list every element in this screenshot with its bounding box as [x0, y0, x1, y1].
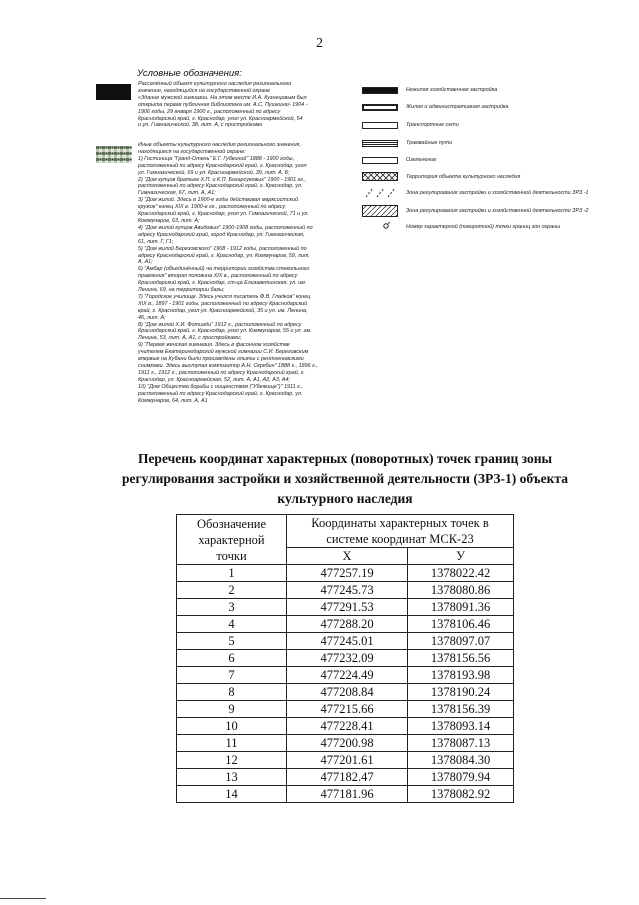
legend-label-nonresidential: Нежилая хозяйственная застройка — [406, 87, 498, 93]
cell-x: 477232.09 — [287, 650, 408, 667]
cell-x: 477208.84 — [287, 684, 408, 701]
legend-label-greenery: Озеленение — [406, 157, 437, 163]
header-point-designation: Обозначение характерной точки — [177, 515, 287, 565]
cell-y: 1378084.30 — [408, 752, 514, 769]
cell-x: 477201.61 — [287, 752, 408, 769]
coordinates-table — [176, 514, 514, 803]
legend-label-residential: Жилая и административная застройка — [406, 104, 509, 110]
legend-swatch-tram — [362, 140, 398, 147]
legend-swatch-zrz1 — [362, 186, 398, 198]
table-row — [177, 684, 514, 701]
legend-swatch-greenery — [362, 157, 398, 164]
legend-swatch-zrz2 — [362, 205, 398, 217]
cell-y: 1378080.86 — [408, 582, 514, 599]
cell-x: 477224.49 — [287, 667, 408, 684]
legend-item-other-objects: Иные объекты культурного наследия регионального значения, находящиеся на государственной охране: 1) Гостиница "Гранд-Отель" Е.Г. Губкиной" 1888 - 1900 годы, расположенный по адресу Краснодарский край, г. Краснодар, угол ул. Гимназической, 69 и ул. Красноармейской, 39, лит. А, Б; 2) "Дом купцов братьев Х.П. и К.П. Богарсуковых" 1900 - 1901 гг., расположенный по адресу Краснодарский край, г. Краснодар, ул. Гимназическая, 67, лит. А, А1; 3) "Дом жилой. Здесь в 1900-е годы действовал марксистский кружок" конец XIX в. 1900-е гг., расположенный по адресу Краснодарский край, г. Краснодар, угол ул. Гимназической, 71 и ул. Коммунаров, 63, лит. А; 4) "Дом жилой купцов Авидовых" 1900-1908 годы, расположенный по адресу Краснодарский край, город Краснодар, ул. Гимназическая, 61, лит. Г, Г1; 5) "Дом жилой Березовского" 1908 - 1912 годы, расположенный по адресу Краснодарский край, г. Краснодар, ул. Коммунаров, 59, лит. А, А1; 6) "Амбар (объединённый) на территории хозяйства стекольного правления" вторая половина XIX в., расположенный по адресу Краснодарский край, г. Краснодар, ст-ца Елизаветинская, ул. им. Ленина, 69, на территории базы; 7) "Городское училище. Здесь учился писатель Ф.В. Гладков" конец XIX в., 1897 - 1901 годы, расположенный по адресу Краснодарский край, г. Краснодар, угол ул. Красноармейской, 35 и ул. им. Ленина, 46, лит. А; 8) "Дом жилой Х.И. Фотиади" 1912 г., расположенный по адресу Краснодарский край, г. Краснодар, угол ул. Коммунаров, 55 и ул. им. Ленина, 53, лит. А, А1, с пристройками; 9) "Первая женская гимназия. Здесь в фасонном хозяйстве учителем Екатеринодарской мужской гимназии С.И. Береговским впервые на Кубани были произведены опыты с рентгеновскими снимками. Здесь выступал композитор А.Н. Скрябин" 1888 г., 1896 г., 1911 г., 1912 г., расположенный по адресу Краснодарский край, г. Краснодар, ул. Красноармейская, 52, лит. А, А1, А2, А3, А4; 10) "Дом Общества борьбы с нищенством ("Убежище")" 1911 г., расположенный по адресу Краснодарский край, г. Краснодар, ул. Коммунаров, 64, лит. А, А1 — [138, 142, 318, 404]
cell-point: 10 — [177, 718, 287, 735]
table-row — [177, 599, 514, 616]
cell-x: 477215.66 — [287, 701, 408, 718]
table-row — [177, 786, 514, 803]
table-row — [177, 735, 514, 752]
table-row — [177, 650, 514, 667]
legend-swatch-other-objects — [96, 146, 132, 163]
cell-point: 12 — [177, 752, 287, 769]
cell-x: 477245.01 — [287, 633, 408, 650]
table-row — [177, 718, 514, 735]
cell-point: 1 — [177, 565, 287, 582]
document-heading: Перечень координат характерных (поворотных) точек границ зоны регулирования застройки и хозяйственной деятельности (ЗРЗ-1) объекта культурного наследия — [122, 451, 568, 506]
legend-swatch-nonresidential — [362, 87, 398, 94]
cell-point: 8 — [177, 684, 287, 701]
legend-label-heritage-territory: Территория объекта культурного наследия — [406, 174, 521, 180]
legend-label-tram: Трамвайные пути — [406, 140, 453, 146]
table-header-row — [177, 515, 514, 532]
cell-point: 13 — [177, 769, 287, 786]
cell-y: 1378106.46 — [408, 616, 514, 633]
legend-swatch-transport — [362, 122, 398, 129]
header-coordinates-group: Координаты характерных точек в — [287, 515, 514, 532]
cell-x: 477257.19 — [287, 565, 408, 582]
cell-point: 4 — [177, 616, 287, 633]
cell-y: 1378190.24 — [408, 684, 514, 701]
cell-y: 1378093.14 — [408, 718, 514, 735]
cell-point: 3 — [177, 599, 287, 616]
cell-x: 477245.73 — [287, 582, 408, 599]
cell-y: 1378022.42 — [408, 565, 514, 582]
point-marker-icon — [381, 221, 391, 231]
table-row — [177, 769, 514, 786]
cell-x: 477291.53 — [287, 599, 408, 616]
table-row — [177, 582, 514, 599]
table-row — [177, 667, 514, 684]
header-x: X — [287, 548, 408, 565]
cell-point: 11 — [177, 735, 287, 752]
cell-point: 5 — [177, 633, 287, 650]
table-row — [177, 633, 514, 650]
cell-point: 9 — [177, 701, 287, 718]
cell-y: 1378097.07 — [408, 633, 514, 650]
cell-x: 477200.98 — [287, 735, 408, 752]
table-row — [177, 701, 514, 718]
legend-label-point-marker: Номер характерной (поворотной) точки границ зон охраны — [406, 224, 561, 230]
page-number: 2 — [316, 36, 323, 51]
header-y: У — [408, 548, 514, 565]
cell-point: 7 — [177, 667, 287, 684]
cell-x: 477228.41 — [287, 718, 408, 735]
legend-label-zrz1: Зона регулирования застройки и хозяйственной деятельности ЗРЗ -1 — [406, 190, 589, 196]
cell-point: 14 — [177, 786, 287, 803]
cell-point: 2 — [177, 582, 287, 599]
table-row — [177, 752, 514, 769]
legend-swatch-main-object — [96, 84, 131, 100]
legend-swatch-heritage-territory — [362, 172, 398, 181]
footer-rule — [0, 898, 46, 899]
cell-x: 477288.20 — [287, 616, 408, 633]
legend-swatch-residential — [362, 104, 398, 111]
cell-y: 1378156.56 — [408, 650, 514, 667]
header-coordinate-system: системе координат МСК-23 — [287, 531, 514, 548]
cell-y: 1378079.94 — [408, 769, 514, 786]
table-row — [177, 616, 514, 633]
cell-x: 477181.96 — [287, 786, 408, 803]
cell-point: 6 — [177, 650, 287, 667]
cell-y: 1378091.36 — [408, 599, 514, 616]
legend-title: Условные обозначения: — [137, 68, 242, 79]
cell-y: 1378193.98 — [408, 667, 514, 684]
legend-label-zrz2: Зона регулирования застройки и хозяйственной деятельности ЗРЗ -2 — [406, 208, 589, 214]
legend-item-main-object: Расселённый объект культурного наследия регионального значения, находящийся на государственной охране «Здание мужской гимназии. На этом месте И.А. Кузнецовым был открыта первая публичная библиотека им. А.С. Пушкина» 1904 - 1906 годы, 29 января 1900 г., расположенный по адресу Краснодарский край, г. Краснодар, угол ул. Красноармейской, 54 и ул. Гимназической, 38, лит. А, с пристройками — [138, 81, 308, 129]
legend-label-transport: Транспортные сети — [406, 122, 459, 128]
cell-y: 1378087.13 — [408, 735, 514, 752]
cell-y: 1378082.92 — [408, 786, 514, 803]
cell-y: 1378156.39 — [408, 701, 514, 718]
cell-x: 477182.47 — [287, 769, 408, 786]
table-row — [177, 565, 514, 582]
